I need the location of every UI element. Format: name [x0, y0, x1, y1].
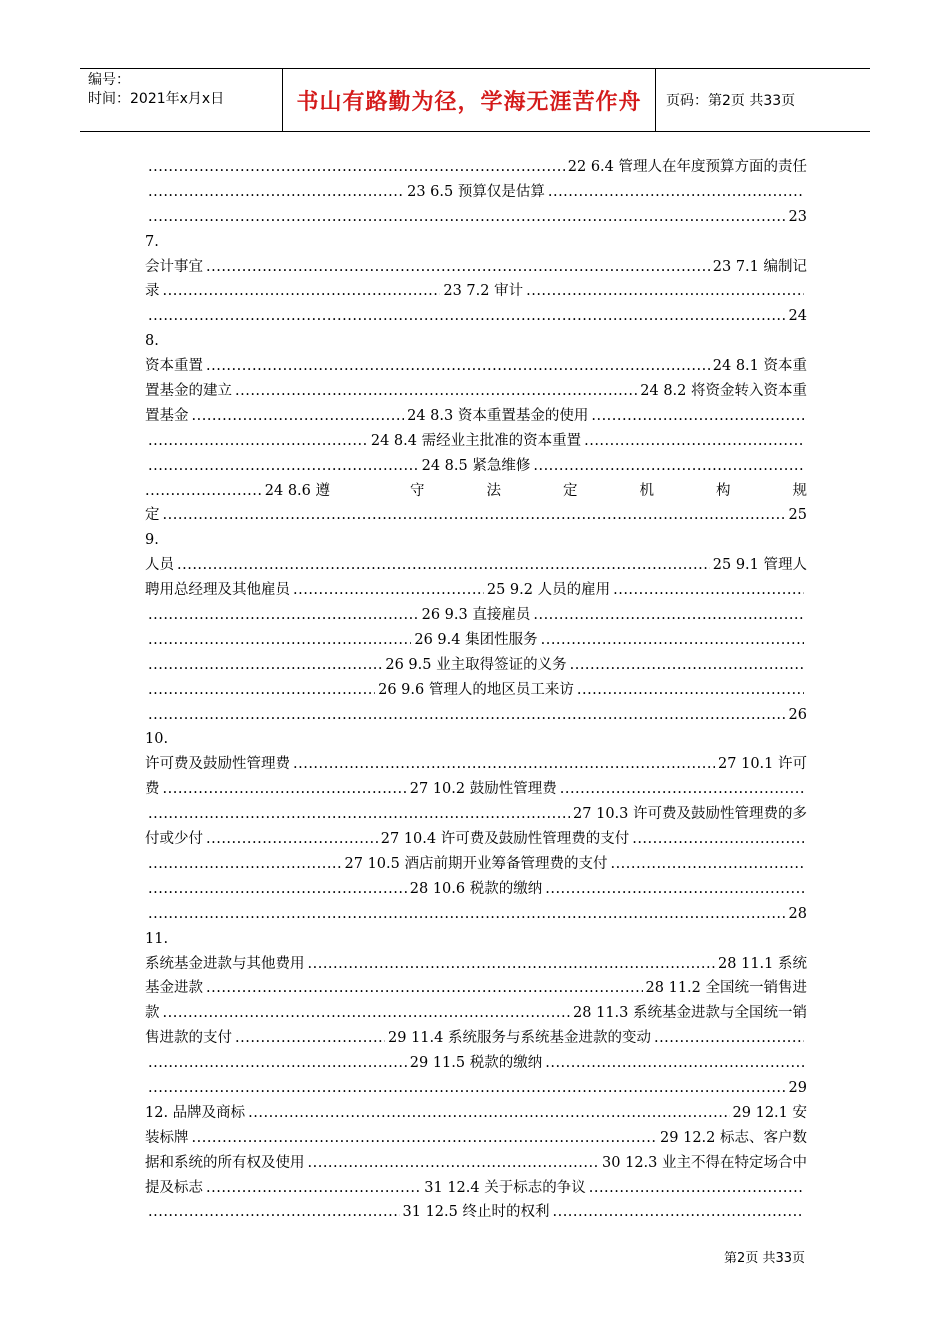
toc-line	[145, 578, 807, 603]
toc-line	[145, 329, 807, 354]
toc-text: 系统基金进款与其他费用	[145, 955, 305, 972]
dot-leader	[163, 279, 441, 304]
toc-line	[145, 1051, 807, 1076]
toc-line	[145, 1101, 807, 1126]
toc-text: 22 6.4 管理人在年度预算方面的责任	[567, 159, 807, 175]
toc-text: 24 8.2 将资金转入资本重	[640, 383, 807, 400]
toc-line	[145, 727, 807, 752]
toc-text: 26 9.4 集团性服务	[414, 631, 538, 648]
toc-text: 款	[145, 1005, 160, 1022]
toc-text: 会计事宜	[145, 258, 203, 275]
toc-text: 装标牌	[145, 1129, 189, 1146]
toc-word: 构	[716, 482, 731, 499]
toc-text: 28	[788, 905, 807, 922]
dot-leader	[148, 603, 419, 628]
toc-text: 31 12.4 关于标志的争议	[424, 1179, 586, 1196]
toc-text: 26 9.5 业主取得签证的义务	[385, 656, 567, 673]
toc-text: 聘用总经理及其他雇员	[145, 582, 290, 599]
dot-leader	[613, 578, 804, 603]
toc-text: 28 11.2 全国统一销售进	[645, 980, 807, 997]
dot-leader	[545, 1051, 804, 1076]
dot-leader	[163, 777, 407, 802]
dot-leader	[570, 653, 804, 678]
dot-leader	[577, 678, 804, 703]
dot-leader	[148, 902, 786, 927]
toc-word: 定	[563, 482, 578, 499]
toc-line	[145, 653, 807, 678]
toc-line	[145, 603, 807, 628]
toc-text: 付或少付	[145, 831, 203, 848]
toc-text: 27 10.2 鼓励性管理费	[409, 781, 557, 798]
toc-text: 27 10.1 许可	[718, 756, 807, 773]
toc-text: 8.	[145, 333, 159, 350]
toc-line	[145, 703, 807, 728]
toc-line	[145, 379, 807, 404]
dot-leader	[248, 1101, 729, 1126]
toc-line	[145, 802, 807, 827]
toc-text: 23 6.5 预算仅是估算	[407, 183, 545, 200]
dot-leader	[545, 877, 804, 902]
dot-leader	[293, 752, 715, 777]
dot-leader	[148, 802, 570, 827]
toc-text: 23	[788, 208, 807, 225]
dot-leader	[610, 852, 804, 877]
toc-line	[145, 553, 807, 578]
dot-leader	[148, 852, 342, 877]
toc-text: 许可费及鼓励性管理费	[145, 756, 290, 773]
toc-line	[145, 1126, 807, 1151]
dot-leader	[591, 404, 804, 429]
dot-leader	[206, 255, 710, 280]
dot-leader	[235, 1026, 385, 1051]
toc-text: 28 10.6 税款的缴纳	[409, 880, 543, 897]
toc-line	[145, 404, 807, 429]
dot-leader	[148, 304, 786, 329]
toc-text: 31 12.5 终止时的权利	[402, 1204, 550, 1221]
header-motto: 书山有路勤为径，学海无涯苦作舟	[282, 69, 656, 131]
toc-line	[145, 279, 807, 304]
page-header	[80, 68, 870, 132]
toc-text: 24 8.4 需经业主批准的资本重置	[370, 432, 582, 449]
dot-leader	[148, 678, 375, 703]
toc-line	[145, 1200, 807, 1225]
dot-leader	[192, 404, 405, 429]
toc-text: 定	[145, 507, 160, 524]
toc-text: 基金进款	[145, 980, 203, 997]
toc-text: 人员	[145, 557, 174, 574]
page-footer: 第2页 共33页	[724, 1251, 805, 1266]
toc-line	[145, 1176, 807, 1201]
dot-leader	[145, 479, 262, 504]
toc-word: 法	[486, 482, 501, 499]
toc-line	[145, 454, 807, 479]
toc-line	[145, 180, 807, 205]
number-label: 编号：	[88, 72, 130, 88]
toc-line	[145, 752, 807, 777]
dot-leader	[308, 1151, 600, 1176]
dot-leader	[235, 379, 637, 404]
toc-text: 据和系统的所有权及使用	[145, 1154, 305, 1171]
toc-text: 24 8.1 资本重	[712, 358, 807, 375]
toc-text: 27 10.4 许可费及鼓励性管理费的支付	[380, 831, 630, 848]
toc-line	[145, 255, 807, 280]
dot-leader	[148, 205, 786, 230]
toc-line	[145, 1076, 807, 1101]
toc-text: 29	[788, 1079, 807, 1096]
dot-leader	[148, 628, 411, 653]
dot-leader	[148, 1076, 786, 1101]
dot-leader	[206, 354, 710, 379]
dot-leader	[148, 1051, 407, 1076]
toc-text: 12. 品牌及商标	[145, 1104, 246, 1121]
dot-leader	[148, 155, 565, 180]
toc-text: 置基金	[145, 407, 189, 424]
toc-word: 守	[410, 482, 425, 499]
toc-line	[145, 1151, 807, 1176]
dot-leader	[148, 1200, 400, 1225]
toc-line	[145, 877, 807, 902]
toc-line	[145, 827, 807, 852]
toc-text: 资本重置	[145, 358, 203, 375]
toc-text: 26 9.6 管理人的地区员工来访	[378, 681, 574, 698]
dot-leader	[293, 578, 484, 603]
toc-text: 29 11.4 系统服务与系统基金进款的变动	[388, 1030, 651, 1047]
dot-leader	[148, 703, 786, 728]
dot-leader	[541, 628, 804, 653]
dot-leader	[163, 503, 786, 528]
toc-text: 24 8.5 紧急维修	[421, 457, 531, 474]
toc-text: 24	[788, 308, 807, 325]
toc-line	[145, 354, 807, 379]
toc-line	[145, 852, 807, 877]
toc-text: 售进款的支付	[145, 1030, 232, 1047]
dot-leader	[552, 1200, 804, 1225]
dot-leader	[148, 877, 407, 902]
header-page-label: 页码：第2页 共33页	[666, 93, 796, 109]
dot-leader	[177, 553, 710, 578]
dot-leader	[584, 429, 804, 454]
dot-leader	[206, 1176, 421, 1201]
dot-leader	[533, 603, 804, 628]
dot-leader	[533, 454, 804, 479]
toc-text: 29 12.2 标志、客户数	[660, 1129, 807, 1146]
toc-text: 28 11.3 系统基金进款与全国统一销	[573, 1005, 807, 1022]
toc-text: 23 7.1 编制记	[712, 258, 807, 275]
dot-leader	[163, 1001, 571, 1026]
dot-leader	[148, 653, 382, 678]
toc-text: 29 12.1 安	[732, 1104, 807, 1121]
toc-text: 提及标志	[145, 1179, 203, 1196]
toc-text: 30 12.3 业主不得在特定场合中	[602, 1154, 807, 1171]
date-label: 时间：2021年x月x日	[88, 91, 225, 107]
dot-leader	[560, 777, 804, 802]
toc-line	[145, 1026, 807, 1051]
toc-text: 25 9.1 管理人	[712, 557, 807, 574]
toc-line	[145, 952, 807, 977]
dot-leader	[548, 180, 804, 205]
toc-line	[145, 1001, 807, 1026]
dot-leader	[192, 1126, 658, 1151]
table-of-contents	[145, 155, 807, 1225]
toc-text: 置基金的建立	[145, 383, 232, 400]
toc-line	[145, 503, 807, 528]
toc-text: 23 7.2 审计	[443, 283, 524, 300]
toc-line	[145, 927, 807, 952]
toc-text: 7.	[145, 233, 159, 250]
toc-text: 9.	[145, 532, 159, 549]
toc-text: 27 10.5 酒店前期开业筹备管理费的支付	[344, 855, 608, 872]
dot-leader	[148, 180, 404, 205]
toc-line	[145, 902, 807, 927]
toc-word: 机	[639, 482, 654, 499]
toc-text: 25	[788, 507, 807, 524]
toc-line	[145, 205, 807, 230]
toc-line	[145, 479, 807, 504]
toc-line	[145, 528, 807, 553]
toc-text: 28 11.1 系统	[718, 955, 807, 972]
toc-line	[145, 304, 807, 329]
dot-leader	[632, 827, 804, 852]
toc-word: 规	[792, 482, 807, 499]
toc-line	[145, 429, 807, 454]
toc-text: 27 10.3 许可费及鼓励性管理费的多	[573, 806, 807, 823]
toc-text: 24 8.6 遵	[264, 482, 330, 499]
toc-line	[145, 777, 807, 802]
dot-leader	[206, 976, 643, 1001]
dot-leader	[206, 827, 378, 852]
toc-text: 26	[788, 706, 807, 723]
toc-text: 录	[145, 283, 160, 300]
toc-line	[145, 155, 807, 180]
toc-line	[145, 976, 807, 1001]
toc-text: 26 9.3 直接雇员	[421, 607, 531, 624]
dot-leader	[526, 279, 804, 304]
dot-leader	[148, 429, 368, 454]
toc-text: 24 8.3 资本重置基金的使用	[407, 407, 589, 424]
toc-line	[145, 678, 807, 703]
toc-text: 29 11.5 税款的缴纳	[409, 1055, 543, 1072]
toc-line	[145, 628, 807, 653]
toc-text: 25 9.2 人员的雇用	[486, 582, 611, 599]
toc-line	[145, 230, 807, 255]
dot-leader	[148, 454, 419, 479]
toc-text: 10.	[145, 731, 169, 748]
dot-leader	[308, 952, 716, 977]
dot-leader	[654, 1026, 804, 1051]
toc-text: 11.	[145, 930, 169, 947]
dot-leader	[589, 1176, 804, 1201]
header-meta	[88, 71, 284, 109]
toc-text: 费	[145, 781, 160, 798]
